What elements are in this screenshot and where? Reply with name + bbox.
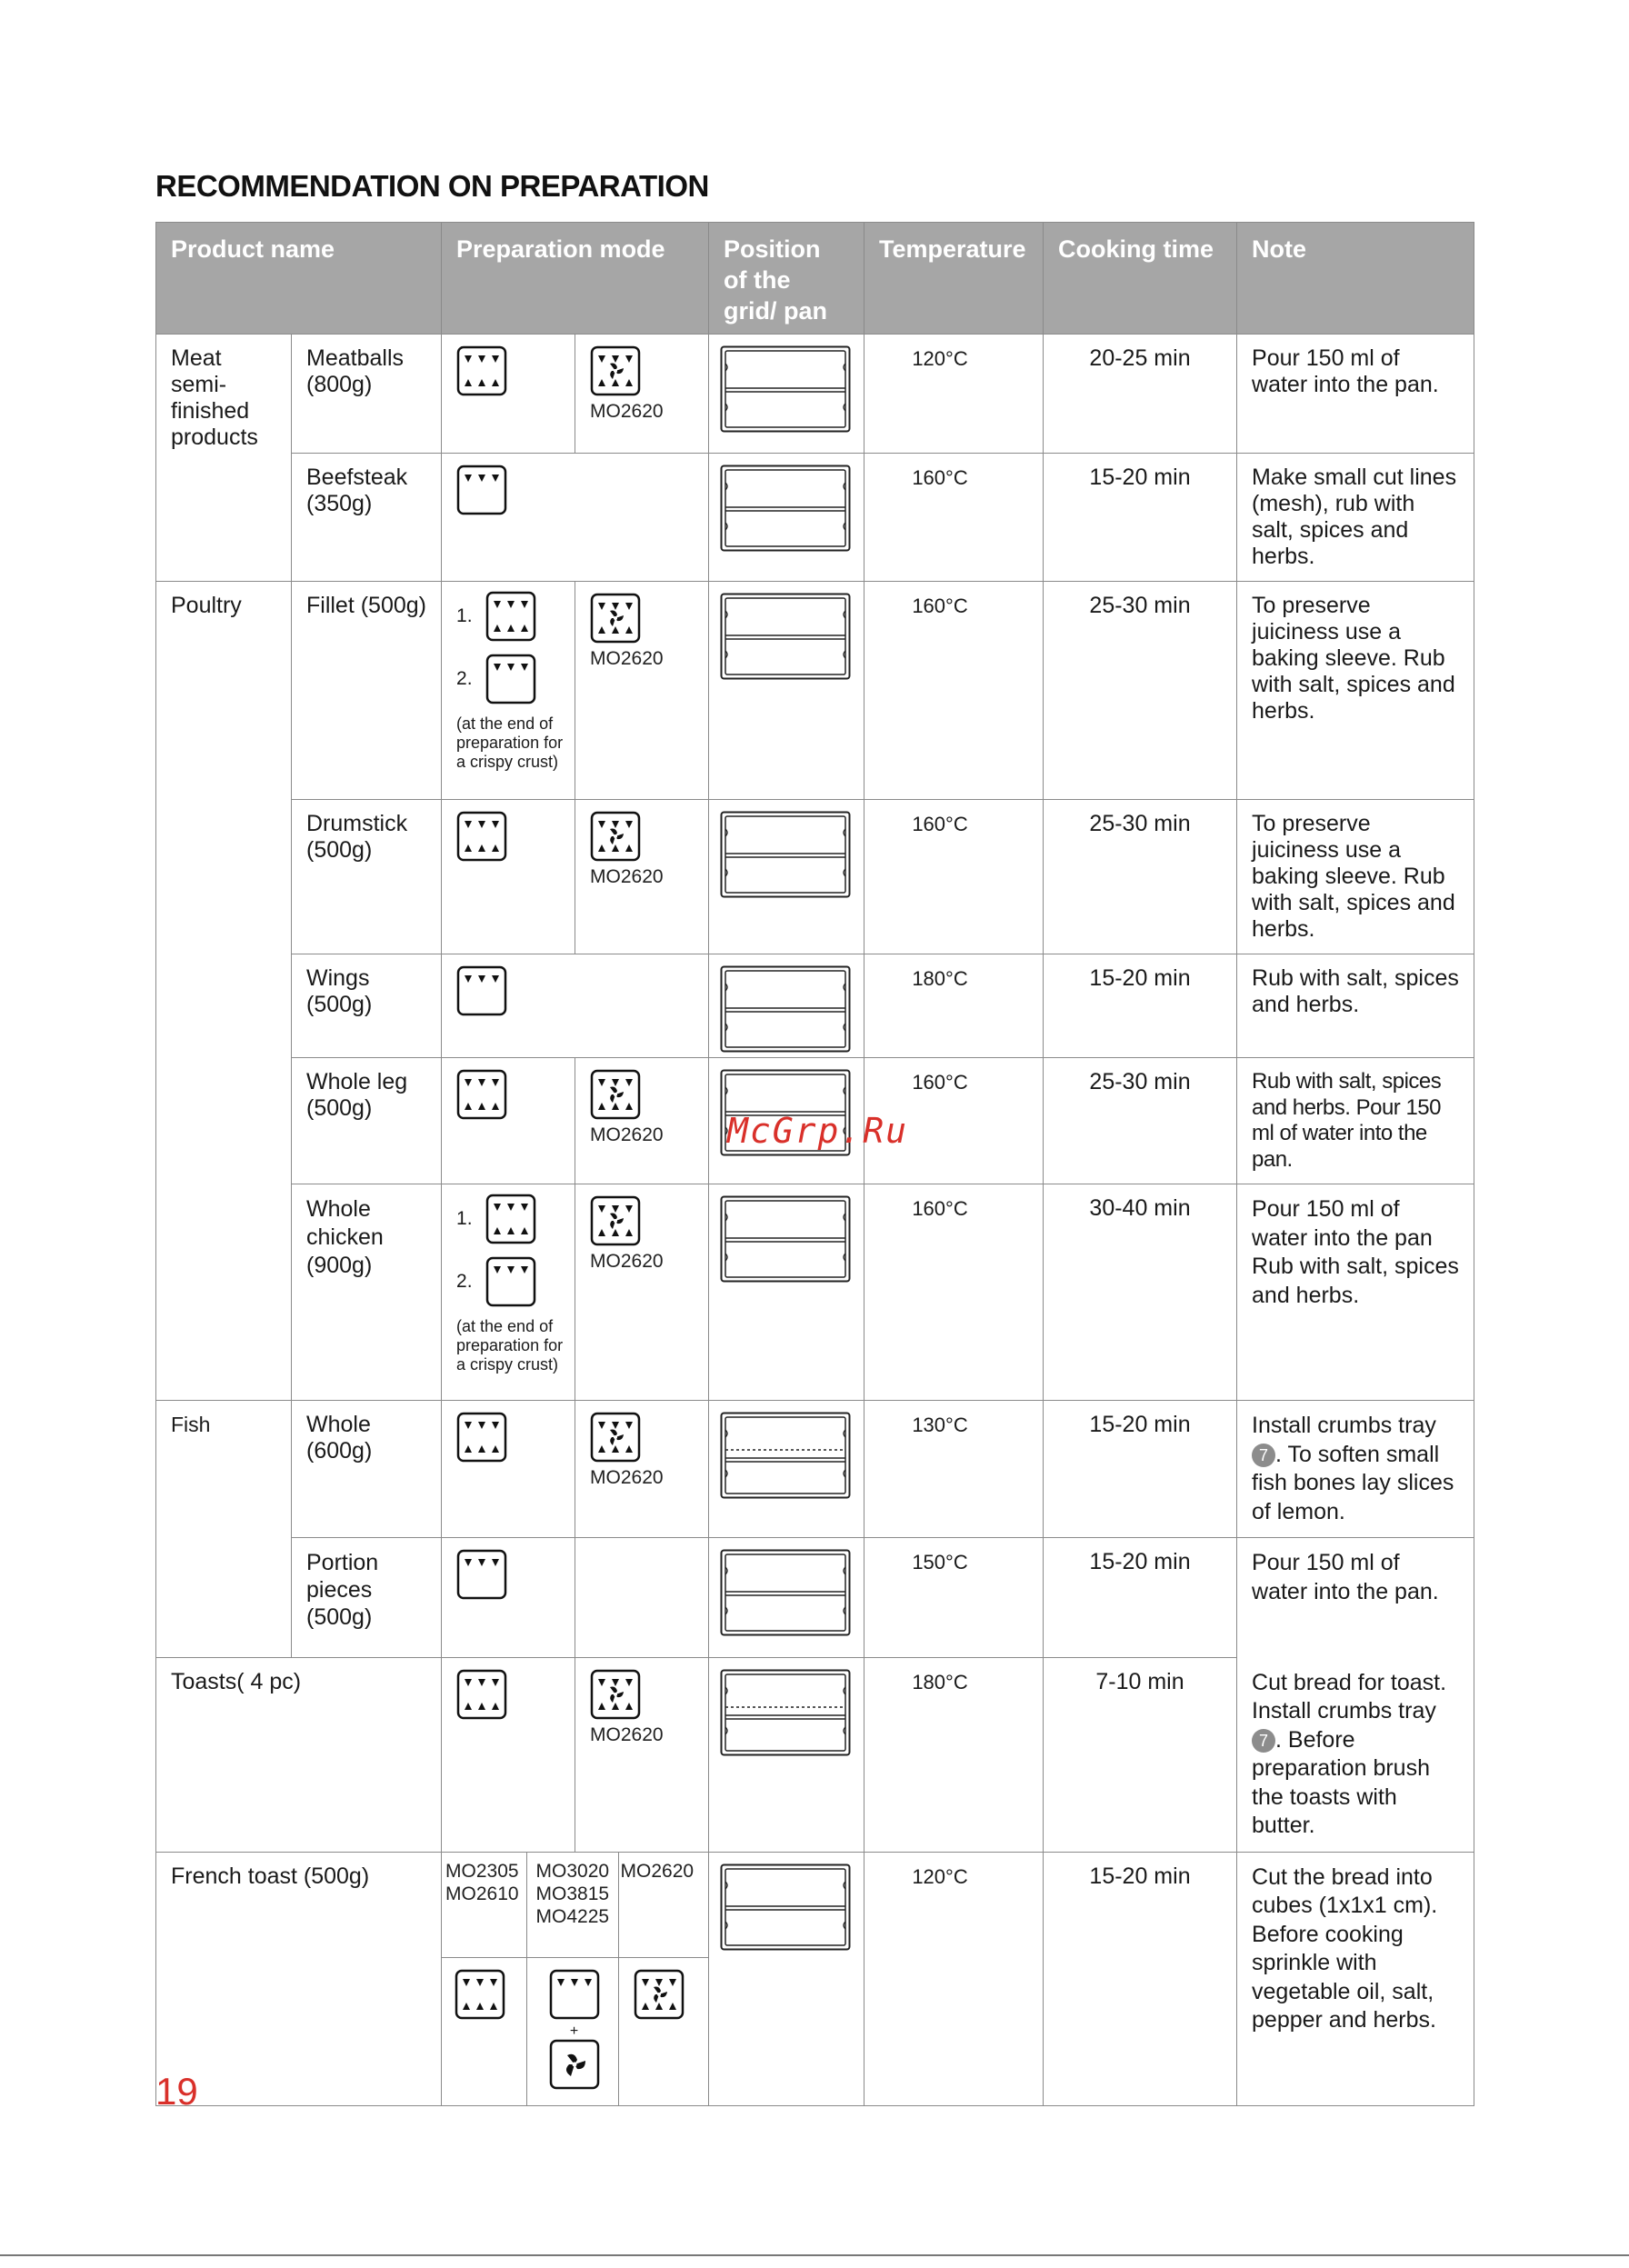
category-toasts: Toasts( 4 pc) bbox=[171, 1669, 302, 1694]
model-group: MO3020 MO3815 MO4225 bbox=[535, 1860, 610, 1927]
model-label: MO2620 bbox=[590, 1124, 664, 1145]
note-part: . To soften small fish bones lay slices of lemon. bbox=[1252, 1441, 1454, 1524]
page-number: 19 bbox=[155, 2070, 198, 2113]
note: Pour 150 ml of water into the pan Rub with salt, spices and herbs. bbox=[1252, 1196, 1459, 1308]
cooking-time: 30-40 min bbox=[1089, 1195, 1191, 1221]
product-name: Fillet (500g) bbox=[306, 593, 426, 618]
cooking-time: 7-10 min bbox=[1095, 1669, 1184, 1694]
temperature: 160°C bbox=[912, 594, 968, 617]
note: To preserve juiciness use a baking sleeve. Rub with salt, spices and herbs. bbox=[1252, 811, 1455, 942]
temperature: 180°C bbox=[912, 967, 968, 990]
temperature: 160°C bbox=[912, 813, 968, 835]
table-row bbox=[156, 1538, 1474, 1658]
convection-heat-icon bbox=[590, 811, 641, 862]
model-label: MO2620 bbox=[590, 866, 664, 887]
step-one: 1. bbox=[456, 1208, 473, 1229]
grid-position-tray-icon bbox=[720, 1669, 851, 1756]
category-french-toast: French toast (500g) bbox=[171, 1863, 370, 1889]
note bbox=[1237, 1658, 1474, 1852]
plus-sign: + bbox=[569, 2023, 579, 2039]
convection-heat-icon bbox=[590, 1069, 641, 1120]
cooking-time: 15-20 min bbox=[1089, 465, 1191, 490]
header-time: Cooking time bbox=[1044, 223, 1237, 335]
category-fish: Fish bbox=[171, 1413, 211, 1436]
top-bottom-heat-icon bbox=[456, 1412, 507, 1463]
product-name: Meatballs (800g) bbox=[306, 345, 404, 397]
grid-position-icon bbox=[720, 965, 851, 1053]
product-name: Beefsteak (350g) bbox=[306, 465, 408, 516]
top-bottom-heat-icon bbox=[456, 811, 507, 862]
table-row bbox=[156, 1184, 1474, 1401]
crumbs-tray-badge: 7 bbox=[1252, 1729, 1275, 1753]
temperature: 120°C bbox=[912, 347, 968, 370]
temperature: 160°C bbox=[912, 1197, 968, 1220]
note: Pour 150 ml of water into the pan. bbox=[1252, 1550, 1439, 1604]
page-title: RECOMMENDATION ON PREPARATION bbox=[155, 169, 709, 203]
top-bottom-heat-icon bbox=[485, 1194, 536, 1244]
top-heat-icon bbox=[485, 1256, 536, 1307]
grid-position-icon bbox=[720, 593, 851, 680]
header-mode: Preparation mode bbox=[442, 223, 709, 335]
model-label: MO2620 bbox=[590, 1467, 664, 1488]
category-poultry: Poultry bbox=[171, 593, 242, 618]
top-heat-icon bbox=[485, 654, 536, 704]
product-name: Whole (600g) bbox=[306, 1412, 373, 1464]
grid-position-icon bbox=[720, 1195, 851, 1283]
step-one: 1. bbox=[456, 605, 473, 626]
cooking-time: 20-25 min bbox=[1089, 345, 1191, 371]
table-row bbox=[156, 335, 1474, 454]
cooking-time: 25-30 min bbox=[1089, 1069, 1191, 1094]
cooking-time: 15-20 min bbox=[1089, 1863, 1191, 1889]
crispy-note: (at the end of preparation for a crispy crust) bbox=[456, 1317, 564, 1374]
top-bottom-heat-icon bbox=[456, 345, 507, 396]
model-label: MO2620 bbox=[590, 1251, 664, 1272]
note bbox=[1237, 1401, 1474, 1537]
table-row bbox=[156, 582, 1474, 800]
temperature: 160°C bbox=[912, 466, 968, 489]
convection-heat-icon bbox=[590, 593, 641, 644]
grid-position-icon bbox=[720, 811, 851, 898]
convection-heat-icon bbox=[590, 1195, 641, 1246]
model-label: MO2620 bbox=[590, 1724, 664, 1745]
table-row bbox=[156, 800, 1474, 954]
watermark: McGrp.Ru bbox=[727, 1111, 909, 1151]
temperature: 160°C bbox=[912, 1071, 968, 1094]
cooking-time: 15-20 min bbox=[1089, 1412, 1191, 1437]
top-heat-icon bbox=[549, 1969, 600, 2020]
note: Pour 150 ml of water into the pan. bbox=[1252, 345, 1439, 397]
top-bottom-heat-icon bbox=[455, 1969, 505, 2020]
step-two: 2. bbox=[456, 1271, 473, 1292]
table-row bbox=[156, 1658, 1474, 1853]
table-row bbox=[156, 1401, 1474, 1538]
product-name: Wings (500g) bbox=[306, 965, 373, 1017]
convection-heat-icon bbox=[634, 1969, 685, 2020]
bottom-divider bbox=[0, 2254, 1629, 2256]
top-bottom-heat-icon bbox=[456, 1669, 507, 1720]
top-heat-icon bbox=[456, 465, 507, 515]
note-part: . Before preparation brush the toasts with butter. bbox=[1252, 1726, 1430, 1838]
grid-position-icon bbox=[720, 345, 851, 433]
note: Rub with salt, spices and herbs. Pour 150 ml of water into the pan. bbox=[1252, 1069, 1442, 1172]
note-part: Cut bread for toast. Install crumbs tray bbox=[1252, 1669, 1447, 1723]
cooking-time: 25-30 min bbox=[1089, 811, 1191, 836]
model-label: MO2620 bbox=[590, 648, 664, 669]
temperature: 130°C bbox=[912, 1414, 968, 1436]
model-label: MO2620 bbox=[590, 401, 664, 422]
convection-heat-icon bbox=[590, 345, 641, 396]
table-row bbox=[156, 954, 1474, 1058]
model-group: MO2305 MO2610 bbox=[445, 1860, 519, 1904]
product-name: Whole chicken (900g) bbox=[306, 1196, 384, 1278]
top-heat-icon bbox=[456, 1549, 507, 1600]
header-product: Product name bbox=[156, 223, 442, 335]
top-heat-icon bbox=[456, 965, 507, 1016]
note-part: Install crumbs tray bbox=[1252, 1413, 1436, 1438]
header-temperature: Temperature bbox=[864, 223, 1044, 335]
header-position: Position of the grid/ pan bbox=[709, 223, 864, 335]
grid-position-icon bbox=[720, 1863, 851, 1951]
header-note: Note bbox=[1237, 223, 1474, 335]
model-group: MO2620 bbox=[620, 1860, 695, 1882]
note: Cut the bread into cubes (1x1x1 cm). Before cooking sprinkle with vegetable oil, salt, pepper and herbs. bbox=[1252, 1863, 1438, 2033]
crispy-note: (at the end of preparation for a crispy crust) bbox=[456, 714, 564, 771]
product-name: Drumstick (500g) bbox=[306, 811, 408, 863]
grid-position-icon bbox=[720, 465, 851, 552]
top-bottom-heat-icon bbox=[485, 591, 536, 642]
crumbs-tray-badge: 7 bbox=[1252, 1444, 1275, 1467]
product-name: Whole leg (500g) bbox=[306, 1069, 408, 1121]
step-two: 2. bbox=[456, 668, 473, 689]
fan-icon bbox=[549, 2039, 600, 2090]
cooking-time: 15-20 min bbox=[1089, 1549, 1191, 1574]
top-bottom-heat-icon bbox=[456, 1069, 507, 1120]
product-name: Portion pieces (500g) bbox=[306, 1550, 379, 1630]
temperature: 150°C bbox=[912, 1551, 968, 1574]
table-header bbox=[156, 223, 1474, 335]
grid-position-icon bbox=[720, 1549, 851, 1636]
french-toast-modes bbox=[442, 1853, 709, 2106]
convection-heat-icon bbox=[590, 1669, 641, 1720]
table-row bbox=[156, 1852, 1474, 2106]
note: Make small cut lines (mesh), rub with salt, spices and herbs. bbox=[1252, 465, 1457, 569]
note: To preserve juiciness use a baking sleeve. Rub with salt, spices and herbs. bbox=[1252, 593, 1455, 724]
temperature: 180°C bbox=[912, 1671, 968, 1694]
convection-heat-icon bbox=[590, 1412, 641, 1463]
cooking-time: 15-20 min bbox=[1089, 965, 1191, 991]
note: Rub with salt, spices and herbs. bbox=[1252, 965, 1459, 1017]
table-row bbox=[156, 454, 1474, 582]
grid-position-tray-icon bbox=[720, 1412, 851, 1499]
category-meat: Meat semi-finished products bbox=[171, 345, 258, 450]
temperature: 120°C bbox=[912, 1864, 968, 1888]
cooking-time: 25-30 min bbox=[1089, 593, 1191, 618]
